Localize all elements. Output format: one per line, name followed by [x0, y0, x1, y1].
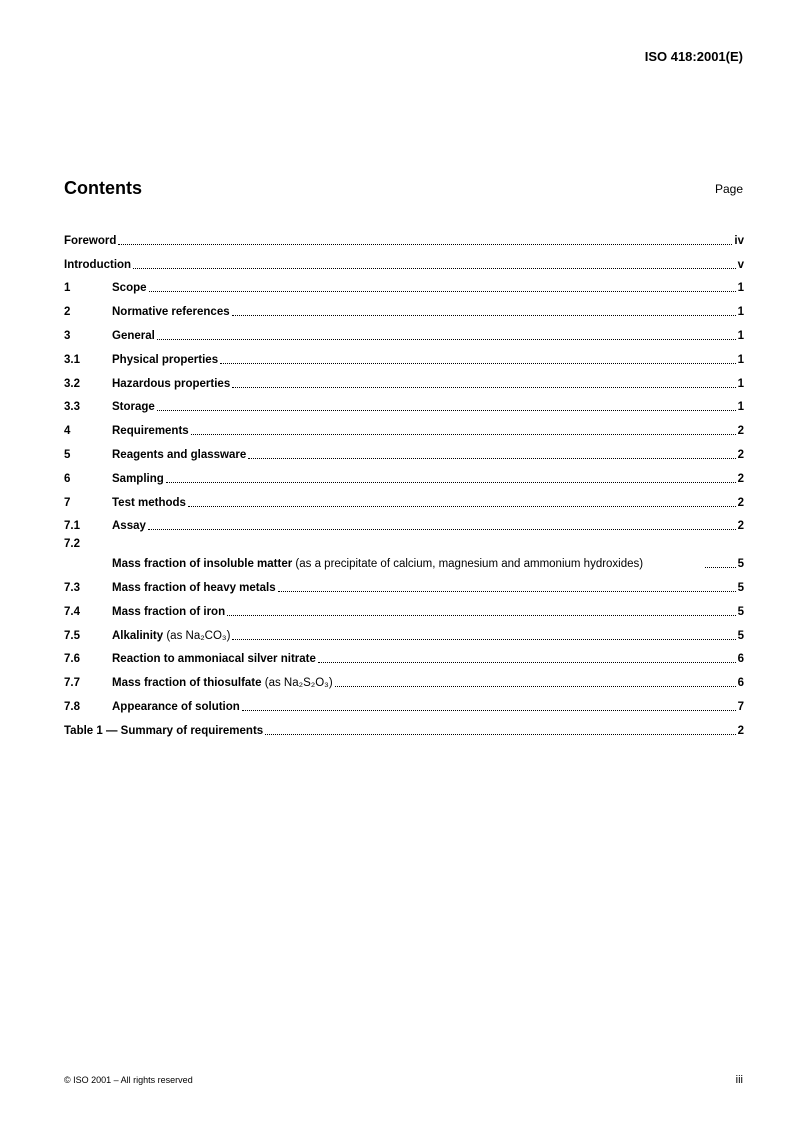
toc-page-number: 7: [737, 700, 744, 713]
dot-leader: [232, 639, 735, 640]
toc-page-number: 2: [737, 425, 744, 438]
dot-leader: [318, 662, 736, 663]
dot-leader: [133, 268, 736, 269]
dot-leader: [232, 315, 736, 316]
toc-entry-7-2[interactable]: 7.2 Mass fraction of insoluble matter (as a precipitate of calcium, magnesium and ammonium hydroxides) 5: [64, 533, 744, 571]
dot-leader: [227, 615, 735, 616]
toc-page-number: 5: [737, 558, 744, 571]
dot-leader: [335, 686, 736, 687]
toc-number: 7.4: [64, 605, 80, 618]
dot-leader: [232, 387, 735, 388]
toc-entry-foreword[interactable]: Foreword iv: [64, 234, 744, 247]
toc-page-number: 2: [737, 520, 744, 533]
toc-entry-7-7[interactable]: 7.7 Mass fraction of thiosulfate (as Na₂S₂O₃) 6: [64, 677, 744, 690]
toc-entry-note: (as a precipitate of calcium, magnesium and ammonium hydroxides): [295, 558, 644, 571]
toc-entry-4[interactable]: 4 Requirements 2: [64, 425, 744, 438]
dot-leader: [157, 410, 736, 411]
dot-leader: [265, 734, 735, 735]
toc-entry-2[interactable]: 2 Normative references 1: [64, 306, 744, 319]
dot-leader: [191, 434, 736, 435]
toc-number: 4: [64, 425, 71, 438]
toc-page-number: 1: [737, 306, 744, 319]
toc-page-number: 5: [737, 629, 744, 642]
toc-number: 7.3: [64, 581, 80, 594]
copyright-notice: © ISO 2001 – All rights reserved: [64, 1075, 193, 1085]
toc-entry-3[interactable]: 3 General 1: [64, 329, 744, 342]
toc-page-number: 2: [737, 472, 744, 485]
toc-page-number: 1: [737, 329, 744, 342]
dot-leader: [118, 244, 732, 245]
toc-number: 7.7: [64, 677, 80, 690]
toc-page-number: 5: [737, 581, 744, 594]
toc-entry-5[interactable]: 5 Reagents and glassware 2: [64, 448, 744, 461]
toc-number: 3: [64, 329, 71, 342]
toc-number: 7.8: [64, 700, 80, 713]
toc-entry-7-3[interactable]: 7.3 Mass fraction of heavy metals 5: [64, 581, 744, 594]
toc-entry-1[interactable]: 1 Scope 1: [64, 282, 744, 295]
toc-page-number: 1: [737, 353, 744, 366]
toc-page-number: 1: [737, 282, 744, 295]
toc-number: 7.6: [64, 653, 80, 666]
toc-entry-7-5[interactable]: 7.5 Alkalinity (as Na₂CO₃) 5: [64, 629, 744, 642]
toc-entry-7[interactable]: 7 Test methods 2: [64, 496, 744, 509]
dot-leader: [166, 482, 736, 483]
toc-number: 7.1: [64, 520, 80, 533]
dot-leader: [188, 506, 736, 507]
toc-number: 7.5: [64, 629, 80, 642]
toc-entry-note: (as Na₂CO₃): [166, 629, 231, 642]
toc-page-number: iv: [734, 234, 744, 247]
table-of-contents: [64, 224, 744, 738]
toc-entry-3-3[interactable]: 3.3 Storage 1: [64, 401, 744, 414]
toc-page-number: 1: [737, 377, 744, 390]
toc-number: 6: [64, 472, 71, 485]
toc-page-number: 5: [737, 605, 744, 618]
toc-entry-7-1[interactable]: 7.1 Assay 2: [64, 520, 744, 533]
dot-leader: [278, 591, 736, 592]
document-id-header: ISO 418:2001(E): [644, 49, 743, 64]
toc-entry-6[interactable]: 6 Sampling 2: [64, 472, 744, 485]
dot-leader: [157, 339, 736, 340]
dot-leader: [248, 458, 735, 459]
toc-number: 3.3: [64, 401, 80, 414]
toc-number: 3.2: [64, 377, 80, 390]
toc-number: 5: [64, 448, 71, 461]
toc-entry-3-2[interactable]: 3.2 Hazardous properties 1: [64, 377, 744, 390]
toc-page-number: 2: [737, 496, 744, 509]
toc-entry-table-1[interactable]: Table 1 — Summary of requirements 2: [64, 724, 744, 737]
page-number: iii: [735, 1074, 743, 1086]
toc-page-number: 1: [737, 401, 744, 414]
toc-entry-7-4[interactable]: 7.4 Mass fraction of iron 5: [64, 605, 744, 618]
toc-number: 3.1: [64, 353, 80, 366]
page-column-label: Page: [714, 182, 743, 196]
dot-leader: [220, 363, 735, 364]
dot-leader: [148, 529, 736, 530]
toc-page-number: v: [737, 258, 744, 271]
toc-entry-introduction[interactable]: Introduction v: [64, 258, 744, 271]
dot-leader: [149, 291, 736, 292]
toc-number: 7.2: [64, 538, 80, 551]
toc-entry-7-8[interactable]: 7.8 Appearance of solution 7: [64, 700, 744, 713]
dot-leader: [705, 567, 735, 568]
toc-entry-3-1[interactable]: 3.1 Physical properties 1: [64, 353, 744, 366]
toc-number: 1: [64, 282, 71, 295]
toc-entry-note: (as Na₂S₂O₃): [264, 677, 333, 690]
toc-page-number: 2: [737, 448, 744, 461]
toc-page-number: 6: [737, 677, 744, 690]
contents-heading: Contents: [64, 178, 142, 198]
toc-entry-7-6[interactable]: 7.6 Reaction to ammoniacal silver nitrate 6: [64, 653, 744, 666]
toc-number: 2: [64, 306, 71, 319]
toc-number: 7: [64, 496, 71, 509]
dot-leader: [242, 710, 736, 711]
toc-page-number: 2: [737, 724, 744, 737]
toc-page-number: 6: [737, 653, 744, 666]
